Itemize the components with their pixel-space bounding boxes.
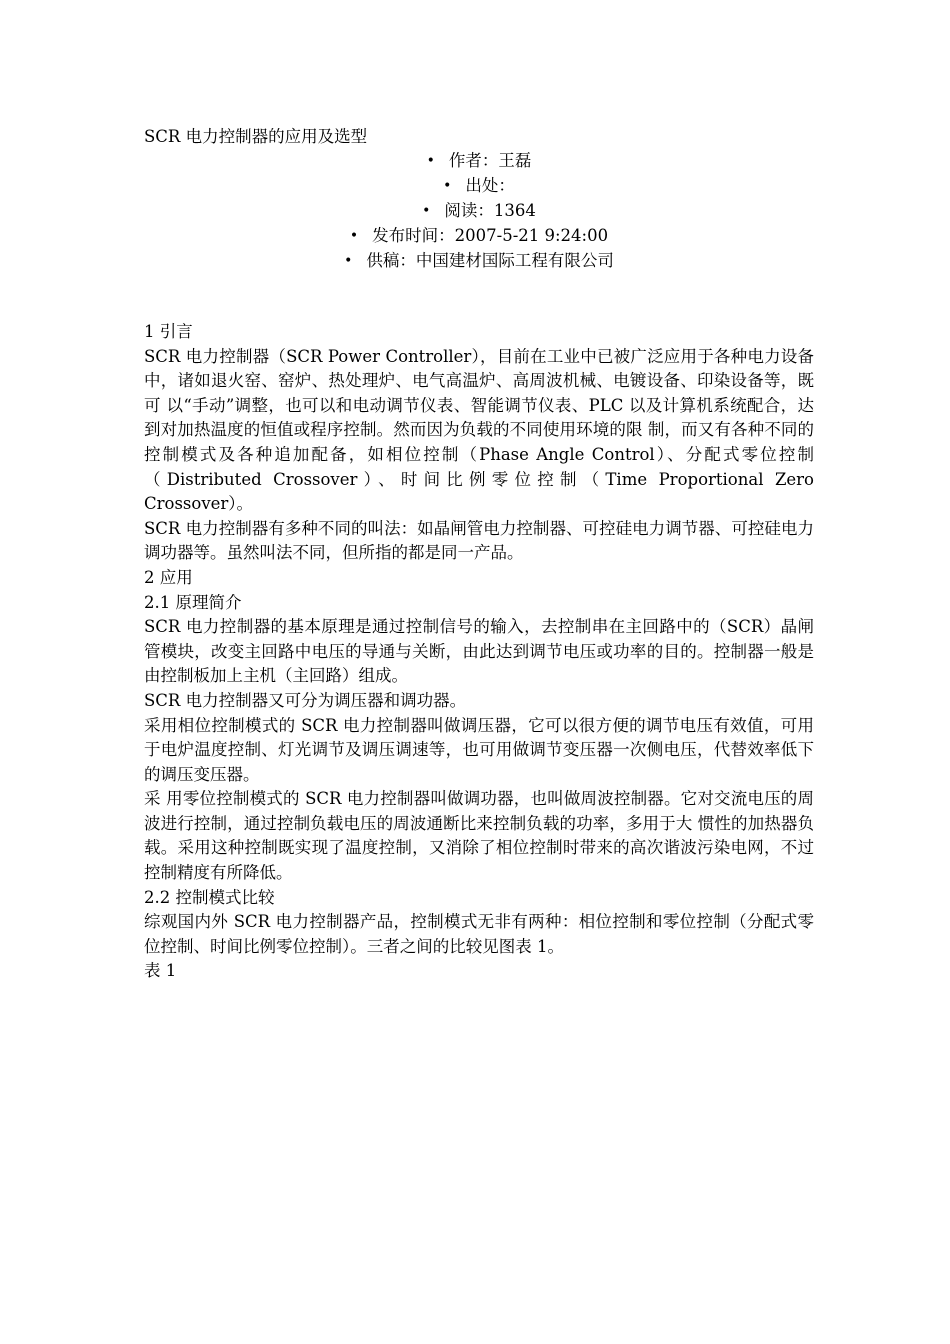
meta-author-text: 作者：王磊 (448, 151, 532, 170)
principle-paragraph-3: 采用相位控制模式的 SCR 电力控制器叫做调压器，它可以很方便的调节电压有效值，可用于电炉温度控制、灯光调节及调压调速等，也可用做调节变压器一次侧电压，代替效率低下的调压变压器。 (144, 715, 814, 784)
section-2-heading: 2 应用 (144, 567, 193, 587)
comparison-paragraph: 综观国内外 SCR 电力控制器产品，控制模式无非有两种：相位控制和零位控制（分配式零位控制、时间比例零位控制）。三者之间的比较见图表 1。 (144, 912, 814, 956)
meta-source (144, 173, 814, 198)
meta-reads (144, 198, 814, 223)
meta-contributor (144, 248, 814, 273)
bullet-icon: • (422, 203, 431, 219)
table-1-caption: 表 1 (144, 961, 177, 981)
article-meta-list (144, 148, 814, 273)
section-1-heading: 1 引言 (144, 322, 193, 341)
meta-publish-time-text: 发布时间：2007-5-21 9:24:00 (372, 226, 609, 245)
article-body (144, 320, 814, 984)
document-title: SCR 电力控制器的应用及选型 (144, 127, 368, 146)
bullet-icon: • (443, 178, 452, 194)
bullet-icon: • (349, 228, 359, 244)
meta-reads-text: 阅读：1364 (444, 201, 536, 220)
intro-paragraph-1: SCR 电力控制器（SCR Power Controller），目前在工业中已被广泛应用于各种电力设备中，诸如退火窑、窑炉、热处理炉、电气高温炉、高周波机械、电镀设备、印染设备等，既可 以“手动”调整，也可以和电动调节仪表、智能调节仪表、PLC 以及计算机系统配合，达到对加热温度的恒值或程序控制。然而因为负载的不同使用环境的限 制，而又有各种不同的控制模式及各种追加配备，如相位控制（Phase Angle Control）、分配式零位控制（Distributed Crossover）、时间比例零位控制（Time Proportional Zero Crossover）。 (144, 346, 814, 514)
spacer (144, 273, 814, 320)
document-page (144, 126, 814, 984)
intro-paragraph-2: SCR 电力控制器有多种不同的叫法：如晶闸管电力控制器、可控硅电力调节器、可控硅电力调功器等。虽然叫法不同，但所指的都是同一产品。 (144, 518, 814, 563)
meta-source-text: 出处： (465, 176, 515, 195)
principle-paragraph-4: 采 用零位控制模式的 SCR 电力控制器叫做调功器，也叫做周波控制器。它对交流电压的周波进行控制，通过控制负载电压的周波通断比来控制负载的功率，多用于大 惯性的加热器负载。采用这种控制既实现了温度控制，又消除了相位控制时带来的高次谐波污染电网，不过控制精度有所降低。 (144, 789, 814, 883)
bullet-icon: • (426, 153, 435, 169)
meta-publish-time (144, 223, 814, 248)
section-2-2-heading: 2.2 控制模式比较 (144, 887, 275, 907)
section-2-1-heading: 2.1 原理简介 (144, 592, 242, 612)
bullet-icon: • (344, 253, 353, 269)
meta-contributor-text: 供稿：中国建材国际工程有限公司 (366, 251, 614, 270)
principle-paragraph-1: SCR 电力控制器的基本原理是通过控制信号的输入，去控制串在主回路中的（SCR）晶闸管模块，改变主回路中电压的导通与关断，由此达到调节电压或功率的目的。控制器一般是由控制板加上主机（主回路）组成。 (144, 617, 814, 686)
meta-author (144, 148, 814, 173)
principle-paragraph-2: SCR 电力控制器又可分为调压器和调功器。 (144, 690, 467, 710)
